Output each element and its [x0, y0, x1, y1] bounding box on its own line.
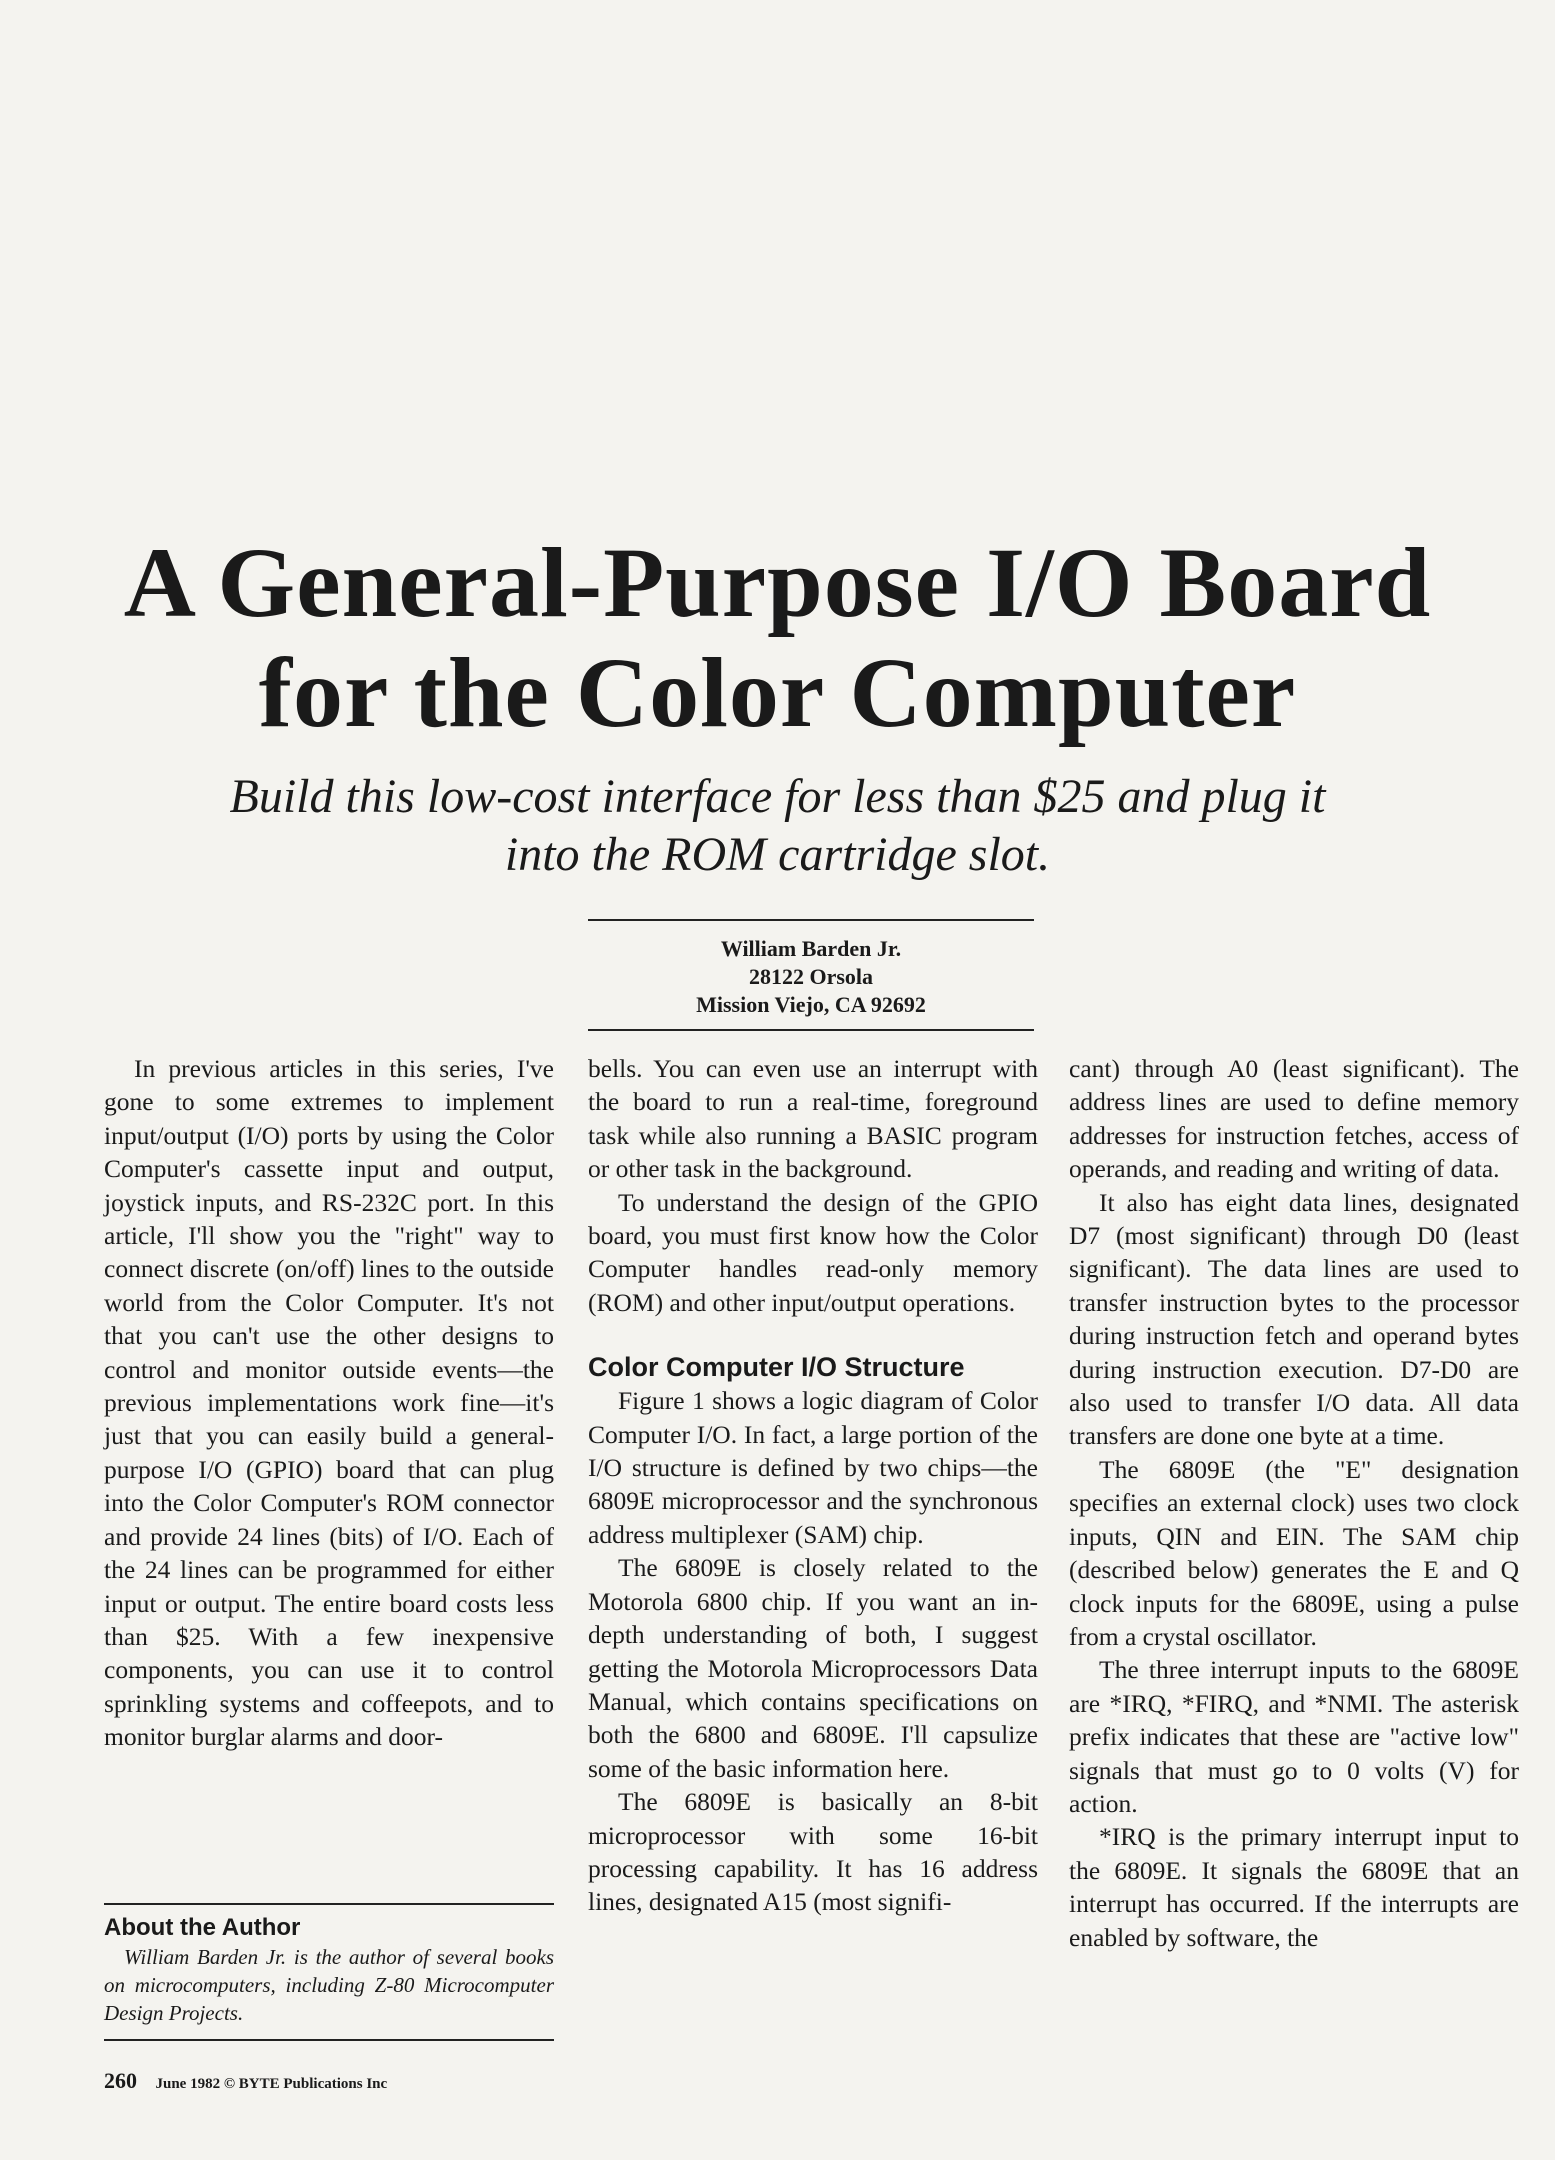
text-column-2: [588, 1052, 1038, 1919]
subtitle-line-2: into the ROM cartridge slot.: [504, 828, 1051, 881]
paragraph: bells. You can even use an interrupt with the board to run a real-time, foreground task while also running a BASIC program or other task in the background.: [588, 1054, 1038, 1184]
title-line-2: for the Color Computer: [258, 637, 1297, 748]
paragraph: In previous articles in this series, I've gone to some extremes to implement input/output (I/O) ports by using the Color Computer's cassette input and output, joystick inputs, and RS-232C port. In this article, I'll show you the "right" way to connect discrete (on/off) lines to the outside world from the Color Computer. It's not that you can't use the other designs to control and monitor outside events—the previous implementations work fine—it's just that you can easily build a general-purpose I/O (GPIO) board that can plug into the Color Computer's ROM connector and provide 24 lines (bits) of I/O. Each of the 24 lines can be programmed for either input or output. The entire board costs less than $25. With a few inexpensive components, you can use it to control sprinkling systems and coffeepots, and to monitor burglar alarms and door-: [104, 1054, 554, 1752]
paragraph: To understand the design of the GPIO board, you must first know how the Color Computer handles read-only memory (ROM) and other input/output operations.: [588, 1187, 1038, 1317]
paragraph: It also has eight data lines, designated D7 (most significant) through D0 (least significant). The data lines are used to transfer instruction bytes to the processor during instruction fetch and operand bytes during instruction execution. D7-D0 are also used to transfer I/O data. All data transfers are done one byte at a time.: [1069, 1187, 1519, 1451]
page-footer: [104, 2068, 387, 2094]
article-subtitle: [0, 768, 1555, 884]
paragraph: cant) through A0 (least significant). The address lines are used to define memory addresses for instruction fetches, access of operands, and reading and writing of data.: [1069, 1054, 1519, 1184]
paragraph: The 6809E is basically an 8-bit microprocessor with some 16-bit processing capability. It has 16 address lines, designated A15 (most signifi-: [588, 1787, 1038, 1917]
paragraph: The three interrupt inputs to the 6809E are *IRQ, *FIRQ, and *NMI. The asterisk prefix indicates that these are "active low" signals that must go to 0 volts (V) for action.: [1069, 1655, 1519, 1818]
about-author-heading: About the Author: [104, 1914, 301, 1941]
author-byline: [588, 919, 1034, 1031]
paragraph: *IRQ is the primary interrupt input to the 6809E. It signals the 6809E that an interrupt has occurred. If the interrupts are enabled by software, the: [1069, 1822, 1519, 1952]
subtitle-line-1: Build this low-cost interface for less than $25 and plug it: [229, 770, 1326, 823]
publication-credit: June 1982 © BYTE Publications Inc: [155, 2076, 388, 2092]
paragraph: Figure 1 shows a logic diagram of Color Computer I/O. In fact, a large portion of the I/O structure is defined by two chips—the 6809E microprocessor and the synchronous address multiplexer (SAM) chip.: [588, 1386, 1038, 1549]
title-line-1: A General-Purpose I/O Board: [123, 527, 1432, 638]
text-column-1: [104, 1052, 554, 1754]
paragraph: The 6809E is closely related to the Motorola 6800 chip. If you want an in-depth understanding of both, I suggest getting the Motorola Microprocessors Data Manual, which contains specifications on both the 6800 and 6809E. I'll capsulize some of the basic information here.: [588, 1553, 1038, 1783]
text-column-3: [1069, 1052, 1519, 1954]
section-heading: Color Computer I/O Structure: [588, 1352, 965, 1383]
about-author-text: William Barden Jr. is the author of several books on microcomputers, including Z-80 Microcomputer Design Projects.: [104, 1945, 554, 2025]
page-number: 260: [104, 2068, 137, 2093]
author-street: 28122 Orsola: [748, 964, 874, 989]
article-title: [0, 528, 1555, 748]
about-author-box: [104, 1903, 554, 2041]
paragraph: The 6809E (the "E" designation specifies an external clock) uses two clock inputs, QIN and EIN. The SAM chip (described below) generates the E and Q clock inputs for the 6809E, using a pulse from a crystal oscillator.: [1069, 1454, 1519, 1651]
author-city: Mission Viejo, CA 92692: [696, 992, 926, 1017]
author-name: William Barden Jr.: [720, 936, 902, 961]
